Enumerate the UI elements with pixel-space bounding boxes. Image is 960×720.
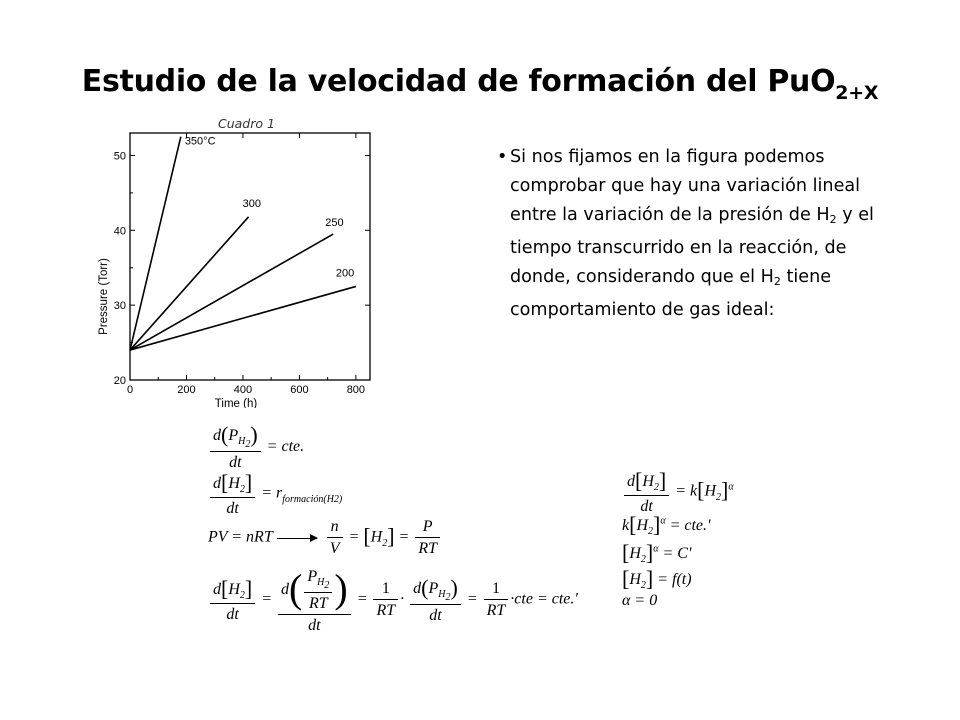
slide-title: Estudio de la velocidad de formación del PuO$_{2+X}$ — [81, 64, 879, 104]
y-tick-label: 30 — [113, 300, 126, 313]
bullet-paragraph: • Si nos fijamos en la figura podemos comprobar que hay una variación lineal entre la variación de la presión de $H_2$ y el tiempo transcurrido en la reacción, de donde, considerando que el $H_2$ tiene comportamiento de gas ideal: — [510, 143, 900, 325]
equation-alpha-zero: α = 0 — [622, 592, 658, 609]
equation-ideal-gas: PV = nRT $\frac{n}{V}$ = $[H_2]$ = $\frac{P}{RT}$ — [208, 518, 442, 558]
x-tick-label: 800 — [346, 384, 366, 396]
series-label: 200 — [335, 267, 355, 280]
series-label: 350°C — [184, 135, 216, 148]
equation-k-cte: $k[H_2]^\alpha = cte.'$ — [622, 512, 711, 538]
series-line — [130, 137, 181, 350]
pressure-time-chart — [90, 128, 390, 408]
plot-frame — [130, 133, 370, 380]
y-tick-label: 40 — [113, 225, 126, 238]
equation-h2-c: $[H_2]^\alpha = C'$ — [622, 540, 692, 566]
bullet-dot-icon: • — [497, 147, 508, 167]
series-line — [130, 217, 249, 350]
series-line — [130, 286, 356, 350]
x-tick-label: 400 — [233, 384, 253, 396]
y-tick-label: 50 — [113, 150, 126, 163]
equation-rate-formation: $\frac{d[H_2]}{dt}$ = $r_{formación(H2)}$ — [208, 470, 342, 518]
equation-dp-dt: $\frac{d(P_{H_2})}{dt}$ = cte. — [208, 422, 304, 472]
y-tick-label: 20 — [113, 375, 126, 387]
x-tick-label: 0 — [126, 384, 134, 396]
equation-rate-law: $\frac{d[H_2]}{dt}$ = $k[H_2]^\alpha$ — [622, 468, 734, 516]
equation-rate-derivation: $\frac{d[H_2]}{dt}$ = d( $\frac{P_{H_2}}{RT}$ ) dt = $\frac{1}{RT}$ · $\frac{d(P_{H_2})}{dt}$ = $\frac{1}{RT}$ ·cte = cte.' — [208, 565, 578, 635]
y-axis-label: Pressure (Torr) — [98, 258, 110, 335]
x-tick-label: 600 — [290, 384, 309, 396]
arrow-icon — [277, 538, 317, 539]
series-line — [130, 234, 333, 350]
series-label: 250 — [325, 217, 344, 230]
figure-caption: Cuadro 1 — [218, 116, 275, 131]
x-axis-label: Time (h) — [214, 398, 258, 408]
series-label: 300 — [242, 197, 261, 210]
equation-h2-ft: $[H_2] = f(t)$ — [622, 566, 692, 592]
x-tick-label: 200 — [177, 384, 196, 396]
